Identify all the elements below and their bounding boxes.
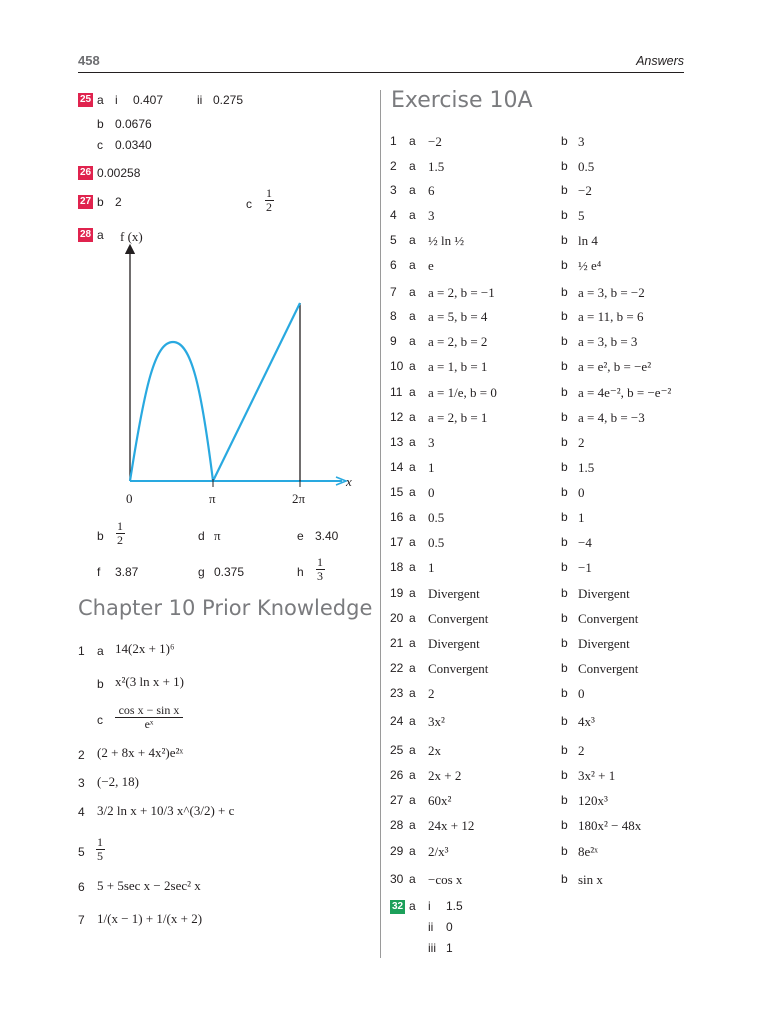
part-label: b (561, 285, 568, 299)
question-badge-32: 32 (391, 901, 404, 912)
part-label: c (97, 713, 103, 727)
part-label: a (409, 872, 416, 886)
answer-b: 3 (578, 134, 585, 149)
answer-a: 3 (428, 435, 435, 450)
math-expression: 1/(x − 1) + 1/(x + 2) (97, 911, 203, 926)
answer-b: ln 4 (578, 233, 598, 248)
part-label: a (409, 661, 416, 675)
answer-a: 2x + 2 (428, 768, 462, 783)
answer-b: a = 3, b = −2 (578, 285, 645, 300)
answer-b: Divergent (578, 586, 630, 601)
answer-a: Divergent (428, 636, 480, 651)
answer-value: π (214, 528, 221, 543)
math-expression: (−2, 18) (97, 774, 139, 789)
section-title-exercise: Exercise 10A (391, 88, 533, 113)
answer-b: a = 3, b = 3 (578, 334, 638, 349)
answer-a: Convergent (428, 611, 489, 626)
answer-a: −cos x (428, 872, 463, 887)
numerator: 1 (117, 519, 123, 533)
answer-value: 3.87 (115, 565, 139, 579)
part-label: b (97, 195, 104, 209)
fraction (93, 836, 107, 863)
answer-a: a = 5, b = 4 (428, 309, 488, 324)
question-badge-25: 25 (79, 94, 92, 105)
question-number: 5 (390, 233, 397, 247)
fraction (262, 187, 276, 214)
question-number: 7 (390, 285, 397, 299)
part-label: b (561, 743, 568, 757)
answer-b: 4x³ (578, 714, 595, 729)
answer-a: 2 (428, 686, 435, 701)
question-number: 4 (390, 208, 397, 222)
part-label: a (409, 183, 416, 197)
answer-b: a = 4, b = −3 (578, 410, 645, 425)
part-label: a (409, 385, 416, 399)
tick-label-0: 0 (126, 491, 133, 506)
answer-b: 1.5 (578, 460, 595, 475)
page-number: 458 (78, 53, 100, 68)
part-label: a (409, 435, 416, 449)
answer-b: 5 (578, 208, 585, 223)
answer-b: 2 (578, 743, 585, 758)
answer-b: 8e²ˣ (578, 844, 598, 859)
part-label: b (561, 233, 568, 247)
part-label: b (561, 208, 568, 222)
question-number: 22 (390, 661, 404, 675)
answer-b: 0.5 (578, 159, 595, 174)
x-axis-label: x (346, 474, 352, 489)
question-number: 24 (390, 714, 404, 728)
part-label: a (409, 899, 416, 913)
part-label: b (561, 258, 568, 272)
answer-b: 180x² − 48x (578, 818, 642, 833)
part-label: b (561, 611, 568, 625)
tick-label-2pi: 2π (292, 491, 306, 506)
answer-value: 0.375 (214, 565, 245, 579)
question-number: 6 (390, 258, 397, 272)
curve-arch (130, 342, 213, 481)
denominator: 2 (266, 200, 272, 214)
answer-a: a = 2, b = −1 (428, 285, 495, 300)
part-label: b (561, 686, 568, 700)
answer-b: 3x² + 1 (578, 768, 616, 783)
part-label: b (97, 677, 104, 691)
part-label: b (561, 510, 568, 524)
answer-a: 3 (428, 208, 435, 223)
part-label: b (561, 560, 568, 574)
answer-b: a = 11, b = 6 (578, 309, 644, 324)
part-label: b (561, 793, 568, 807)
denominator: 5 (97, 849, 103, 863)
question-number: 10 (390, 359, 404, 373)
answer-value: 0.00258 (97, 166, 141, 180)
curve-line (213, 303, 300, 481)
answer-value: 0.407 (133, 93, 164, 107)
answer-b: 0 (578, 485, 585, 500)
part-label: b (561, 636, 568, 650)
denominator: 2 (117, 533, 123, 547)
part-label: b (561, 485, 568, 499)
part-label: b (561, 768, 568, 782)
part-label: a (409, 208, 416, 222)
section-title-prior-knowledge: Chapter 10 Prior Knowledge (78, 596, 373, 620)
part-label: a (97, 644, 104, 658)
math-expression: (2 + 8x + 4x²)e²ˣ (97, 745, 184, 760)
answer-b: −2 (578, 183, 592, 198)
part-label: b (561, 435, 568, 449)
question-number: 16 (390, 510, 404, 524)
part-label: g (198, 565, 205, 579)
part-label: a (409, 309, 416, 323)
part-label: b (561, 183, 568, 197)
part-label: a (409, 285, 416, 299)
question-number: 2 (78, 748, 85, 762)
part-label: c (246, 197, 252, 211)
numerator: 1 (97, 835, 103, 849)
part-label: iii (428, 941, 436, 955)
answer-value: 2 (115, 195, 122, 209)
question-number: 27 (390, 793, 404, 807)
part-label: c (97, 138, 103, 152)
question-number: 30 (390, 872, 404, 886)
part-label: a (409, 233, 416, 247)
question-number: 19 (390, 586, 404, 600)
question-number: 3 (78, 776, 85, 790)
answer-value: 1 (446, 941, 453, 955)
question-number: 4 (78, 805, 85, 819)
answer-value: 3.40 (315, 529, 339, 543)
answer-b: a = e², b = −e² (578, 359, 652, 374)
numerator: cos x − sin x (118, 703, 180, 717)
question-number: 14 (390, 460, 404, 474)
part-label: a (409, 844, 416, 858)
part-label: b (561, 872, 568, 886)
question-badge-26: 26 (79, 167, 92, 178)
answer-a: 2/x³ (428, 844, 449, 859)
part-label: b (561, 359, 568, 373)
y-axis-label: f (x) (120, 229, 143, 244)
part-label: h (297, 565, 304, 579)
part-label: e (297, 529, 304, 543)
answer-a: 0 (428, 485, 435, 500)
part-label: a (409, 768, 416, 782)
part-label: a (409, 134, 416, 148)
part-label: a (409, 510, 416, 524)
part-label: b (561, 661, 568, 675)
answer-a: a = 1/e, b = 0 (428, 385, 497, 400)
question-number: 8 (390, 309, 397, 323)
part-label: b (561, 460, 568, 474)
answer-a: a = 1, b = 1 (428, 359, 488, 374)
part-label: a (409, 159, 416, 173)
question-number: 1 (390, 134, 397, 148)
answer-a: 24x + 12 (428, 818, 475, 833)
part-label: a (409, 818, 416, 832)
denominator: 3 (317, 569, 323, 583)
numerator: 1 (266, 186, 272, 200)
answer-b: ½ e⁴ (578, 258, 602, 273)
math-expression: 14(2x + 1)⁶ (115, 641, 175, 656)
part-label: b (561, 134, 568, 148)
part-label: a (97, 93, 104, 107)
running-header: Answers (636, 54, 684, 68)
answer-a: 3x² (428, 714, 445, 729)
answer-a: 1.5 (428, 159, 445, 174)
part-label: i (428, 899, 431, 913)
answer-a: 0.5 (428, 535, 445, 550)
part-label: b (97, 529, 104, 543)
question-number: 20 (390, 611, 404, 625)
part-label: b (561, 159, 568, 173)
math-expression: 3/2 ln x + 10/3 x^(3/2) + c (97, 803, 235, 818)
question-number: 18 (390, 560, 404, 574)
question-number: 29 (390, 844, 404, 858)
part-label: b (561, 714, 568, 728)
fraction (112, 704, 186, 731)
question-number: 11 (390, 385, 403, 399)
fraction (313, 556, 327, 583)
part-label: a (409, 460, 416, 474)
part-label: a (97, 228, 104, 242)
answer-a: 6 (428, 183, 435, 198)
part-label: b (561, 410, 568, 424)
part-label: a (409, 334, 416, 348)
part-label: a (409, 686, 416, 700)
answer-value: 0.275 (213, 93, 244, 107)
answer-a: 1 (428, 460, 435, 475)
answer-value: 0.0676 (115, 117, 152, 131)
answer-value: 0.0340 (115, 138, 152, 152)
question-number: 7 (78, 913, 85, 927)
question-number: 2 (390, 159, 397, 173)
part-label: ii (197, 93, 203, 107)
part-label: a (409, 258, 416, 272)
answer-b: −4 (578, 535, 592, 550)
question-number: 15 (390, 485, 404, 499)
answer-a: 1 (428, 560, 435, 575)
part-label: b (561, 385, 568, 399)
answer-a: ½ ln ½ (428, 233, 465, 248)
question-number: 9 (390, 334, 397, 348)
part-label: b (561, 586, 568, 600)
answer-a: 2x (428, 743, 441, 758)
answer-b: Convergent (578, 611, 639, 626)
part-label: b (561, 535, 568, 549)
question-number: 25 (390, 743, 404, 757)
column-divider (380, 90, 381, 958)
question-badge-28: 28 (79, 229, 92, 240)
answer-b: 120x³ (578, 793, 608, 808)
answer-b: Divergent (578, 636, 630, 651)
question-number: 5 (78, 845, 85, 859)
part-label: b (561, 844, 568, 858)
part-label: i (115, 93, 118, 107)
answer-a: a = 2, b = 1 (428, 410, 488, 425)
question-number: 6 (78, 880, 85, 894)
question-number: 28 (390, 818, 404, 832)
function-graph (100, 225, 370, 515)
question-number: 13 (390, 435, 404, 449)
part-label: f (97, 565, 101, 579)
question-number: 21 (390, 636, 404, 650)
question-number: 26 (390, 768, 404, 782)
part-label: b (561, 818, 568, 832)
answer-a: a = 2, b = 2 (428, 334, 488, 349)
answer-value: 0 (446, 920, 453, 934)
answer-a: −2 (428, 134, 442, 149)
question-number: 1 (78, 644, 85, 658)
question-number: 23 (390, 686, 404, 700)
answer-b: Convergent (578, 661, 639, 676)
part-label: b (561, 334, 568, 348)
part-label: a (409, 611, 416, 625)
answer-a: Convergent (428, 661, 489, 676)
part-label: a (409, 636, 416, 650)
part-label: a (409, 793, 416, 807)
denominator: eˣ (144, 717, 154, 731)
part-label: d (198, 529, 205, 543)
answer-b: 0 (578, 686, 585, 701)
part-label: a (409, 410, 416, 424)
answer-value: 1.5 (446, 899, 463, 913)
part-label: a (409, 535, 416, 549)
part-label: ii (428, 920, 434, 934)
part-label: a (409, 560, 416, 574)
answer-a: 60x² (428, 793, 452, 808)
tick-label-pi: π (209, 491, 216, 506)
math-expression: 5 + 5sec x − 2sec² x (97, 878, 201, 893)
part-label: b (561, 309, 568, 323)
answer-b: −1 (578, 560, 592, 575)
answer-b: 1 (578, 510, 585, 525)
answer-a: e (428, 258, 434, 273)
part-label: b (97, 117, 104, 131)
question-badge-27: 27 (79, 196, 92, 207)
header-rule (78, 72, 684, 73)
answer-b: a = 4e⁻², b = −e⁻² (578, 385, 672, 400)
answer-b: sin x (578, 872, 603, 887)
answer-b: 2 (578, 435, 585, 450)
numerator: 1 (317, 555, 323, 569)
question-number: 17 (390, 535, 404, 549)
fraction (113, 520, 127, 547)
question-number: 3 (390, 183, 397, 197)
part-label: a (409, 714, 416, 728)
part-label: a (409, 485, 416, 499)
answer-a: 0.5 (428, 510, 445, 525)
part-label: a (409, 586, 416, 600)
part-label: a (409, 359, 416, 373)
part-label: a (409, 743, 416, 757)
answer-a: Divergent (428, 586, 480, 601)
question-number: 12 (390, 410, 404, 424)
math-expression: x²(3 ln x + 1) (115, 674, 184, 689)
